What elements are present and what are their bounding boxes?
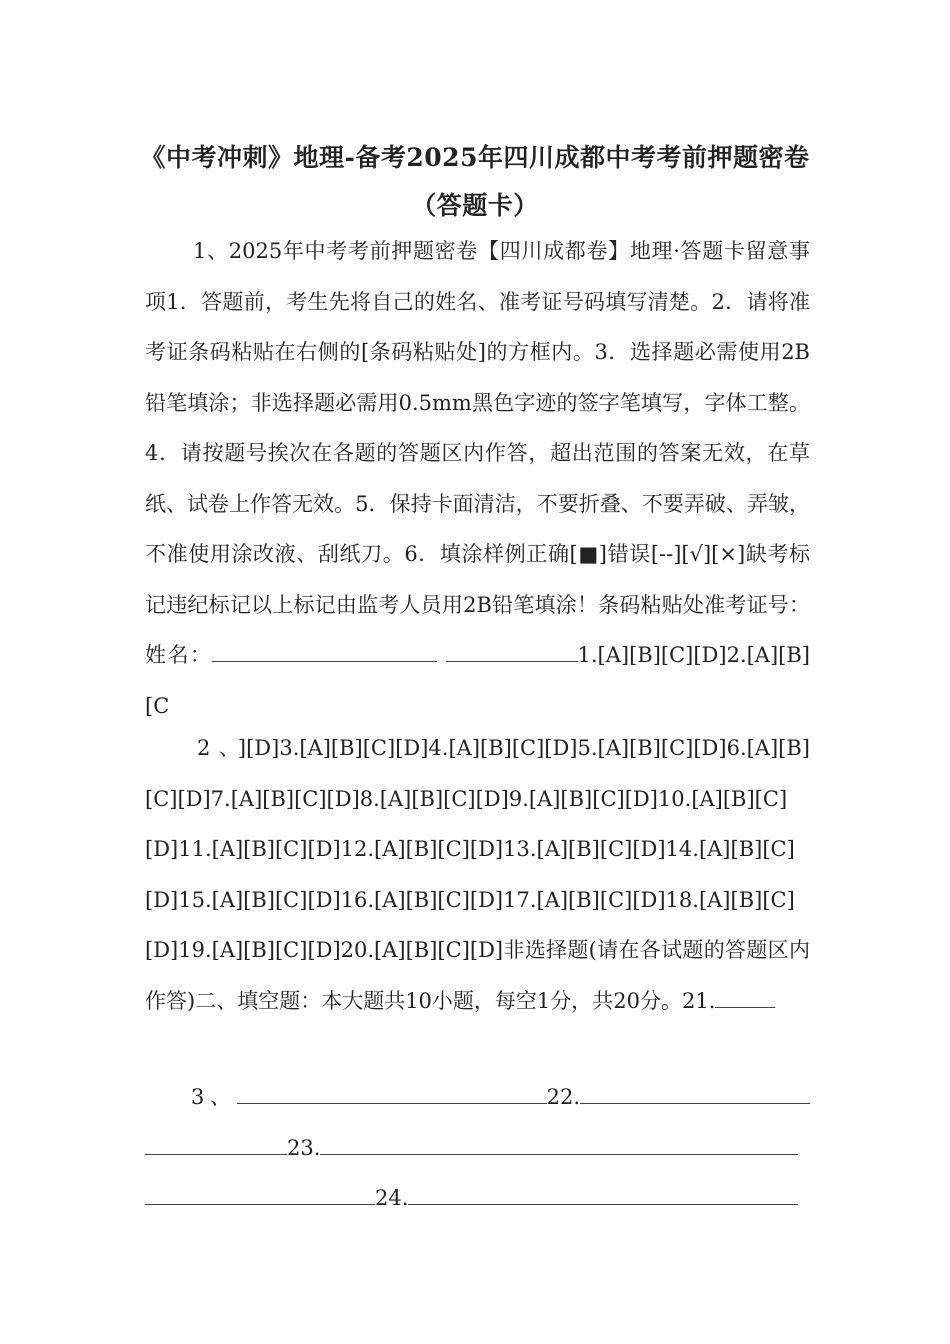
choice-questions-text: 2、][D]3.[A][B][C][D]4.[A][B][C][D]5.[A][B][C][D]6.[A][B][C][D]7.[A][B][C][D]8.[A][B][C][D]9.[A][B][C][D]10.[A][B][C][D]11.[A][B][C][D]12.[A][B][C][D]13.[A][B][C][D]14.[A][B][C][D]15.[A][B][C][D]16.[A][B][C][D]17.[A][B][C][D]18.[A][B][C][D]19.[A][B][C][D]20.[A][B][C][D]非选择题(请在各试题的答题区内作答)二、填空题：本大题共10小题，每空1分，共20分。21.: [145, 736, 810, 1013]
name-blank-continued[interactable]: [446, 638, 578, 662]
instructions-text: 1、2025年中考考前押题密卷【四川成都卷】地理·答题卡留意事项1．答题前，考生先将自己的姓名、准考证号码填写清楚。2．请将准考证条码粘贴在右侧的[条码粘贴处]的方框内。3．选择题必需使用2B铅笔填涂；非选择题必需用0.5mm黑色字迹的签字笔填写，字体工整。4．请按题号挨次在各题的答题区内作答，超出范围的答案无效，在草纸、试卷上作答无效。5．保持卡面清洁，不要折叠、不要弄破、弄皱，不准使用涂改液、刮纸刀。6．填涂样例正确[■]错误[--][√][×]缺考标记违纪标记以上标记由监考人员用2B铅笔填涂！条码粘贴处准考证号：姓名：: [145, 239, 810, 667]
question-23-label: 23.: [287, 1135, 321, 1160]
fill-in-paragraph: [145, 1072, 810, 1224]
choice-questions-start: 1.[A][B][C][D]2.[A][B][C: [145, 643, 810, 718]
paragraph-3-lead: 3、: [191, 1085, 237, 1109]
question-22-label: 22.: [546, 1085, 580, 1109]
answer-blank-21-continued[interactable]: [237, 1080, 547, 1104]
document-subtitle: （答题卡）: [411, 191, 539, 220]
answer-blank-23[interactable]: [320, 1130, 798, 1154]
choice-questions-paragraph: [145, 723, 810, 1026]
name-blank[interactable]: [212, 638, 437, 662]
document-title: 《中考冲刺》地理-备考2025年四川成都中考考前押题密卷: [140, 143, 810, 172]
answer-blank-24[interactable]: [408, 1181, 798, 1205]
answer-blank-22-continued[interactable]: [145, 1130, 287, 1154]
question-24-label: 24.: [375, 1186, 409, 1210]
answer-blank-21[interactable]: [715, 983, 775, 1007]
answer-blank-22[interactable]: [580, 1080, 810, 1104]
answer-blank-23-continued[interactable]: [145, 1181, 375, 1205]
instructions-paragraph: [145, 226, 810, 731]
